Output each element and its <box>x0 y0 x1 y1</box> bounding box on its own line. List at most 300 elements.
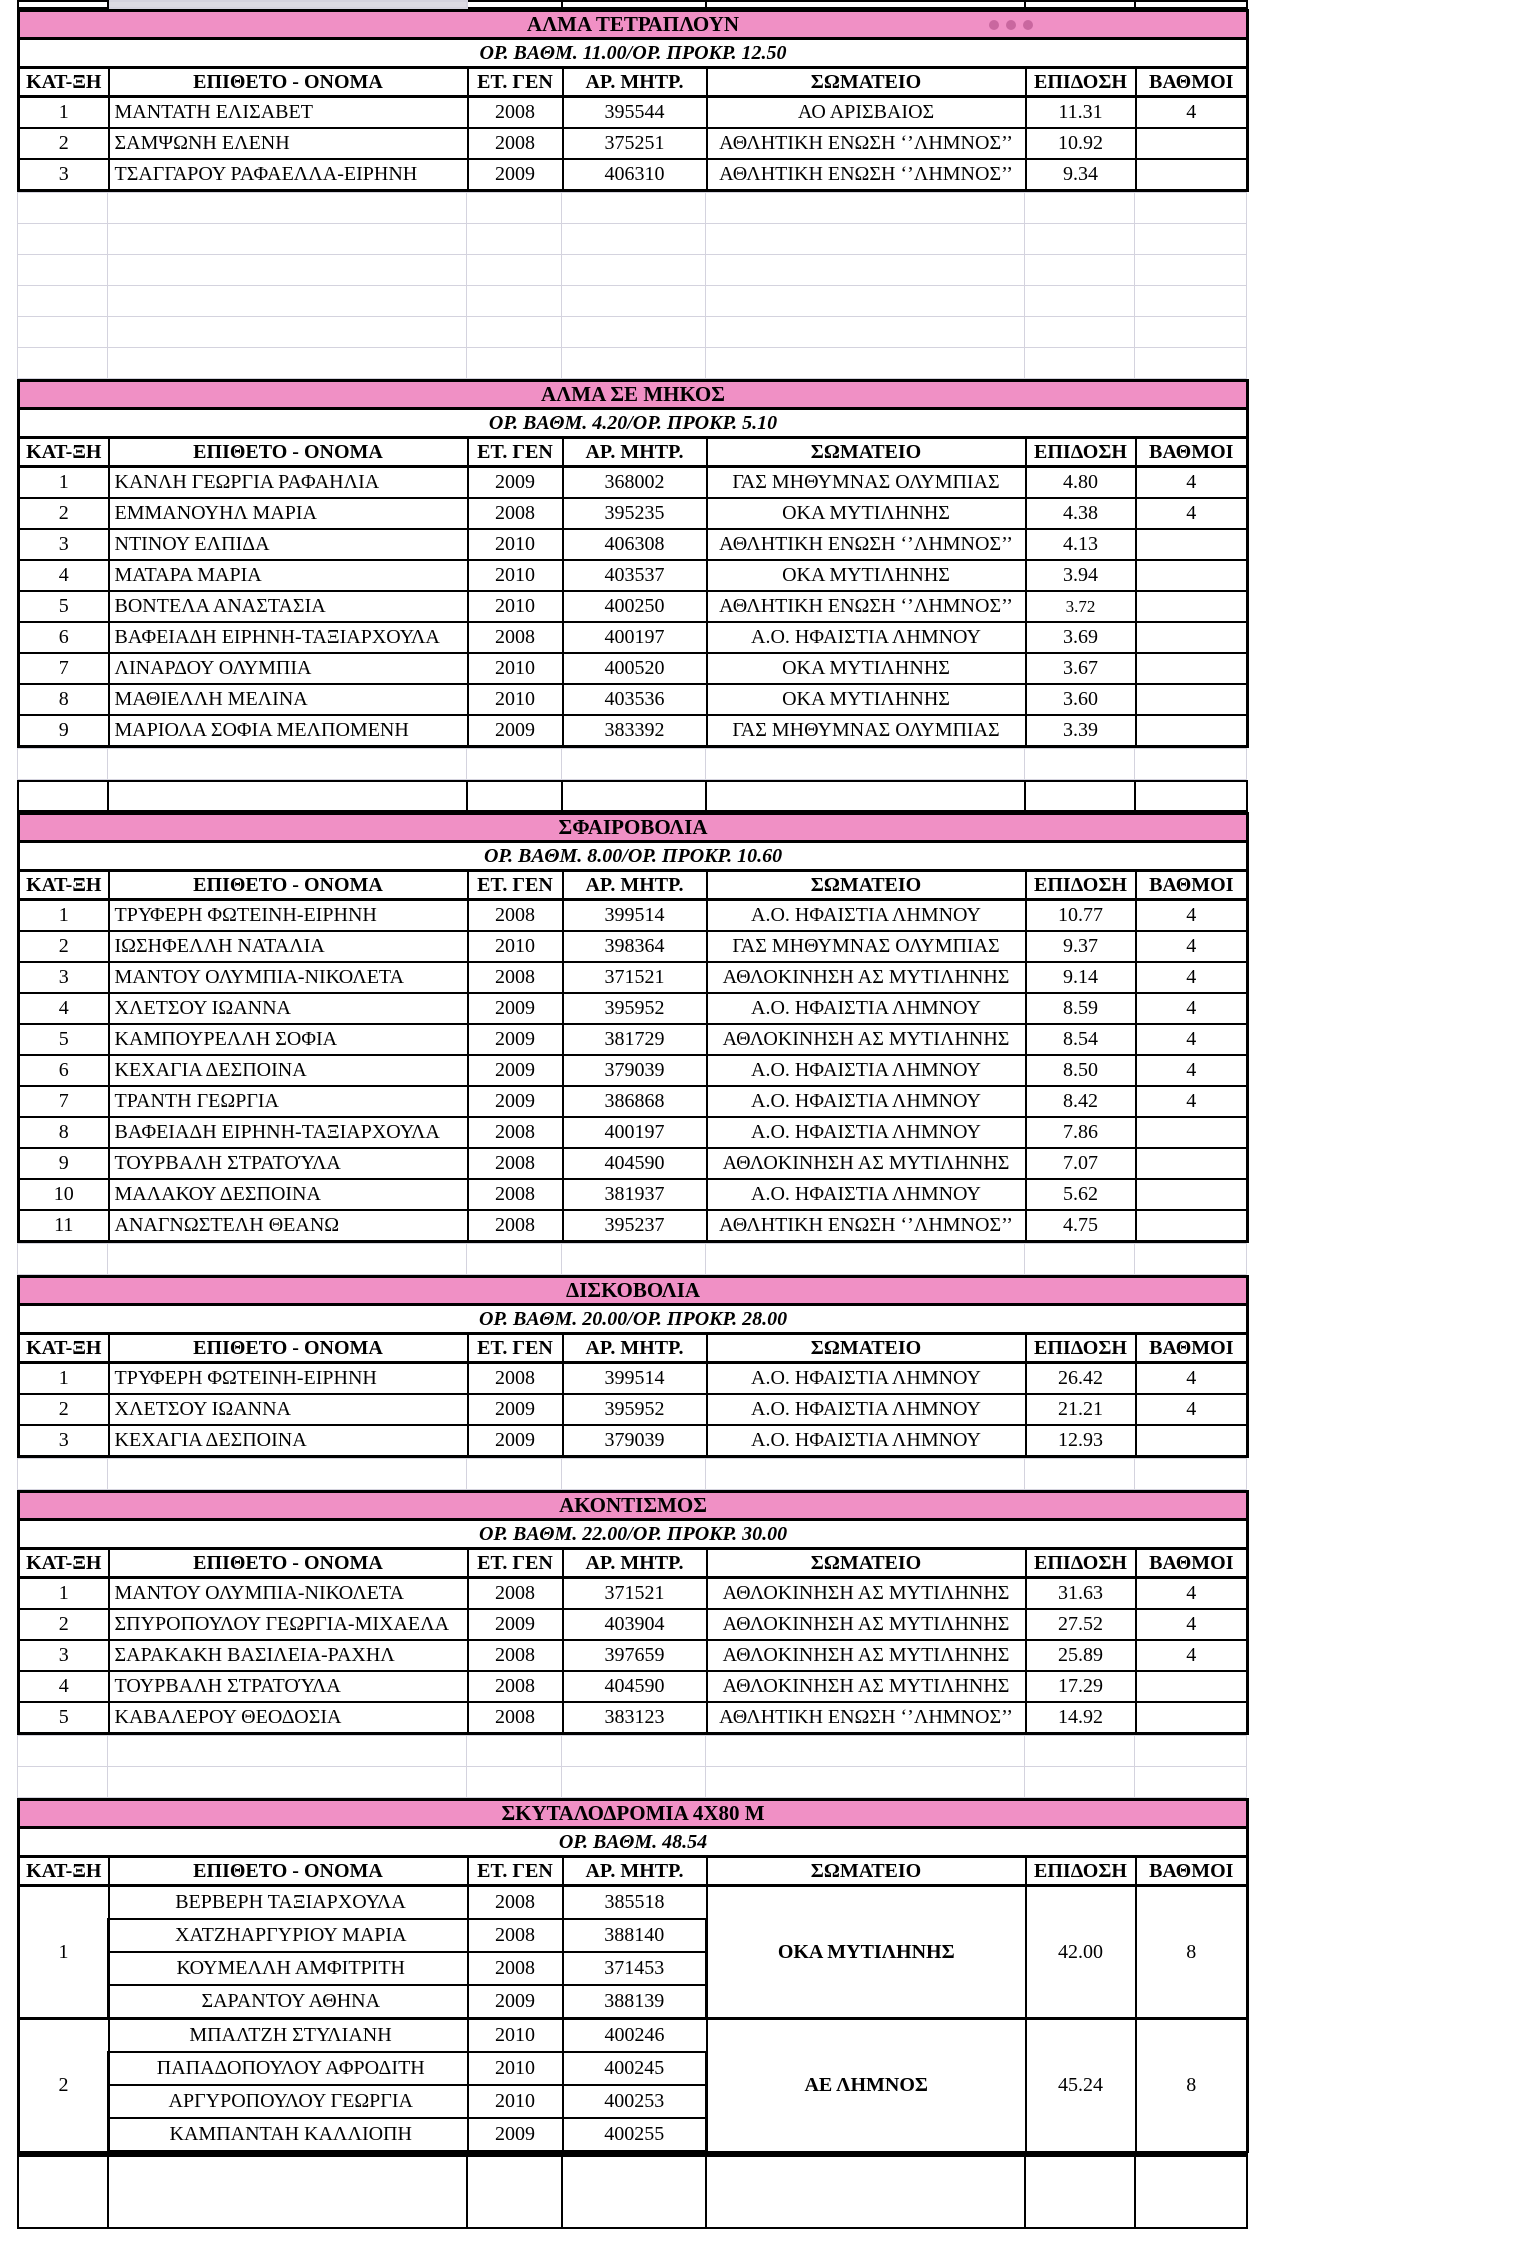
cell-points: 4 <box>1136 97 1248 129</box>
cell-registration: 379039 <box>563 1425 707 1457</box>
club-name: Α.Ο. ΗΦΑΙΣΤΙΑ ΛΗΜΝΟΥ <box>751 904 981 926</box>
event-title-row <box>19 1277 1248 1305</box>
table-row <box>19 1363 1248 1395</box>
empty-cell <box>562 1244 706 1275</box>
table-row <box>19 1702 1248 1734</box>
empty-cell <box>706 1459 1025 1490</box>
cell-points <box>1136 653 1248 684</box>
empty-cell <box>1135 317 1247 348</box>
club-name: Α.Ο. ΗΦΑΙΣΤΙΑ ΛΗΜΝΟΥ <box>751 1090 981 1112</box>
club-name: ΑΘΛΟΚΙΝΗΣΗ ΑΣ ΜΥΤΙΛΗΝΗΣ <box>722 1152 1010 1174</box>
cell-performance: 5.62 <box>1026 1179 1136 1210</box>
table-row <box>19 1086 1248 1117</box>
cell-performance: 14.92 <box>1026 1702 1136 1734</box>
cell-year: 2009 <box>468 159 563 191</box>
empty-cell <box>18 1736 108 1767</box>
club-name: ΑΘΛΟΚΙΝΗΣΗ ΑΣ ΜΥΤΙΛΗΝΗΣ <box>722 1644 1010 1666</box>
cell-club <box>707 653 1026 684</box>
cell-club <box>707 97 1026 129</box>
athlete-name: ΧΛΕΤΣΟΥ ΙΩΑΝΝΑ <box>114 997 291 1019</box>
cell-team-club: ΟΚΑ ΜΥΤΙΛΗΝΗΣ <box>707 1886 1026 2019</box>
empty-cell <box>1025 317 1135 348</box>
athlete-name: ΚΑΜΠΑΝΤΑΗ ΚΑΛΛΙΟΠΗ <box>169 2123 412 2145</box>
athlete-name: ΑΝΑΓΝΩΣΤΕΛΗ ΘΕΑΝΩ <box>114 1214 340 1236</box>
cell-name <box>109 1609 468 1640</box>
cell-year: 2010 <box>468 591 563 622</box>
cell-registration: 400250 <box>563 591 707 622</box>
empty-grid-row <box>18 193 1247 224</box>
cell-year: 2009 <box>468 1425 563 1457</box>
empty-cell <box>108 286 467 317</box>
cell-club <box>707 1671 1026 1702</box>
empty-cell <box>1135 1736 1247 1767</box>
dot-icon <box>1023 20 1033 30</box>
empty-cell <box>1135 1244 1247 1275</box>
cell-club <box>707 560 1026 591</box>
empty-cell <box>467 1736 562 1767</box>
empty-cell <box>108 1767 467 1798</box>
cell-registration: 398364 <box>563 931 707 962</box>
event-subtitle-row <box>19 409 1248 438</box>
empty-rows-light <box>17 1243 1247 1275</box>
cell-club <box>707 1055 1026 1086</box>
cell-rank: 2 <box>19 498 109 529</box>
athlete-name: ΒΑΦΕΙΑΔΗ ΕΙΡΗΝΗ-ΤΑΞΙΑΡΧΟΥΛΑ <box>114 626 440 648</box>
cell-rank: 7 <box>19 653 109 684</box>
cell-performance: 3.94 <box>1026 560 1136 591</box>
cell-club <box>707 1609 1026 1640</box>
column-header-3 <box>563 1549 707 1578</box>
athlete-name: ΜΑΛΑΚΟΥ ΔΕΣΠΟΙΝΑ <box>114 1183 321 1205</box>
club-name: Α.Ο. ΗΦΑΙΣΤΙΑ ΛΗΜΝΟΥ <box>751 1183 981 1205</box>
table-row <box>19 931 1248 962</box>
empty-cell <box>18 2155 108 2228</box>
table-row <box>19 622 1248 653</box>
cell-performance: 17.29 <box>1026 1671 1136 1702</box>
column-header-label: ΣΩΜΑΤΕΙΟ <box>810 1551 922 1574</box>
club-name: Α.Ο. ΗΦΑΙΣΤΙΑ ΛΗΜΝΟΥ <box>751 1121 981 1143</box>
dot-icon <box>989 20 999 30</box>
empty-cell <box>1135 781 1247 811</box>
cell-club <box>707 1148 1026 1179</box>
empty-grid-row <box>18 1244 1247 1275</box>
event-table-2 <box>17 812 1249 1243</box>
cell-rank: 11 <box>19 1210 109 1242</box>
empty-cell <box>706 224 1025 255</box>
column-header-label: ΚΑΤ-ΞΗ <box>26 1859 102 1882</box>
athlete-name: ΚΑΝΛΗ ΓΕΩΡΓΙΑ ΡΑΦΑΗΛΙΑ <box>114 471 380 493</box>
cell-registration: 371521 <box>563 962 707 993</box>
empty-cell <box>1025 1 1135 8</box>
club-name: ΑΘΛΟΚΙΝΗΣΗ ΑΣ ΜΥΤΙΛΗΝΗΣ <box>722 1675 1010 1697</box>
empty-cell <box>108 317 467 348</box>
column-header-6 <box>1136 68 1248 97</box>
empty-grid-row <box>18 348 1247 379</box>
cell-name <box>109 159 468 191</box>
event-title-cell <box>19 1277 1248 1305</box>
column-header-1 <box>109 871 468 900</box>
cell-registration: 395544 <box>563 97 707 129</box>
cell-year: 2008 <box>468 128 563 159</box>
cell-performance: 8.59 <box>1026 993 1136 1024</box>
column-header-label: ΕΠΙΘΕΤΟ - ΟΝΟΜΑ <box>193 1336 383 1359</box>
event-subtitle-cell: ΟΡ. ΒΑΘΜ. 8.00/ΟΡ. ΠΡΟΚΡ. 10.60 <box>19 842 1248 871</box>
table-row <box>19 653 1248 684</box>
athlete-name: ΤΡΥΦΕΡΗ ΦΩΤΕΙΝΗ-ΕΙΡΗΝΗ <box>114 1367 377 1389</box>
athlete-name: ΚΟΥΜΕΛΛΗ ΑΜΦΙΤΡΙΤΗ <box>176 1957 405 1979</box>
cell-rank: 1 <box>19 467 109 499</box>
cell-club <box>707 1210 1026 1242</box>
column-header-label: ΒΑΘΜΟΙ <box>1149 1551 1234 1574</box>
empty-cell <box>467 749 562 780</box>
column-header-label: ΒΑΘΜΟΙ <box>1149 440 1234 463</box>
cell-year: 2008 <box>468 1117 563 1148</box>
cell-points: 4 <box>1136 1578 1248 1610</box>
empty-cell <box>108 255 467 286</box>
cell-registration: 371521 <box>563 1578 707 1610</box>
column-header-5 <box>1026 1549 1136 1578</box>
cell-year: 2008 <box>468 498 563 529</box>
athlete-name: ΜΑΝΤΟΥ ΟΛΥΜΠΙΑ-ΝΙΚΟΛΕΤΑ <box>114 1582 404 1604</box>
cell-points <box>1136 1702 1248 1734</box>
empty-cell <box>706 781 1025 811</box>
column-header-label: ΕΠΙΘΕΤΟ - ΟΝΟΜΑ <box>193 1859 383 1882</box>
cell-team-rank: 1 <box>19 1886 109 2019</box>
event-title: ΑΛΜΑ ΤΕΤΡΑΠΛΟΥΝ <box>526 12 740 36</box>
event-title-cell <box>19 1800 1248 1828</box>
cell-rank: 9 <box>19 715 109 747</box>
empty-cell <box>706 1244 1025 1275</box>
empty-cell <box>562 1736 706 1767</box>
cell-name <box>109 1055 468 1086</box>
cell-registration: 371453 <box>563 1952 707 1985</box>
cell-name <box>109 128 468 159</box>
cell-points <box>1136 1148 1248 1179</box>
athlete-name: ΒΟΝΤΕΛΑ ΑΝΑΣΤΑΣΙΑ <box>114 595 326 617</box>
cell-points <box>1136 1425 1248 1457</box>
column-header-2 <box>468 1549 563 1578</box>
cell-points: 4 <box>1136 900 1248 932</box>
table-row <box>19 900 1248 932</box>
cell-rank: 2 <box>19 931 109 962</box>
empty-cell <box>18 1 108 8</box>
cell-performance: 9.37 <box>1026 931 1136 962</box>
cell-registration: 403536 <box>563 684 707 715</box>
cell-year: 2009 <box>468 467 563 499</box>
cell-performance: 4.75 <box>1026 1210 1136 1242</box>
cell-rank: 2 <box>19 1609 109 1640</box>
empty-cell <box>1025 781 1135 811</box>
cell-points <box>1136 529 1248 560</box>
column-header-6 <box>1136 438 1248 467</box>
table-row <box>19 591 1248 622</box>
dot-icon <box>1006 20 1016 30</box>
cell-name <box>109 97 468 129</box>
cell-points: 4 <box>1136 962 1248 993</box>
table-row <box>19 529 1248 560</box>
table-row <box>19 1671 1248 1702</box>
event-title-row <box>19 11 1248 39</box>
cell-performance: 21.21 <box>1026 1394 1136 1425</box>
empty-cell <box>108 1244 467 1275</box>
event-title: ΣΦΑΙΡΟΒΟΛΙΑ <box>558 815 708 839</box>
empty-cell <box>1025 193 1135 224</box>
empty-cell <box>18 1767 108 1798</box>
column-header-label: ΚΑΤ-ΞΗ <box>26 1336 102 1359</box>
cell-performance: 3.60 <box>1026 684 1136 715</box>
cell-rank: 1 <box>19 1578 109 1610</box>
empty-cell <box>562 749 706 780</box>
column-header-4 <box>707 1549 1026 1578</box>
cell-club <box>707 1179 1026 1210</box>
empty-cell <box>1025 1767 1135 1798</box>
column-header-5 <box>1026 438 1136 467</box>
empty-cell <box>1135 749 1247 780</box>
cell-registration: 395952 <box>563 993 707 1024</box>
cell-points <box>1136 159 1248 191</box>
cell-year: 2010 <box>468 2085 563 2118</box>
cell-name <box>109 1671 468 1702</box>
column-header-row <box>19 438 1248 467</box>
club-name: ΟΚΑ ΜΥΤΙΛΗΝΗΣ <box>782 502 950 524</box>
table-row <box>19 1117 1248 1148</box>
cell-club <box>707 1117 1026 1148</box>
cell-rank: 10 <box>19 1179 109 1210</box>
column-header-label: ΕΤ. ΓΕΝ <box>477 440 553 463</box>
column-header-label: ΕΤ. ΓΕΝ <box>477 1859 553 1882</box>
cell-year: 2009 <box>468 1985 563 2019</box>
column-header-5 <box>1026 1334 1136 1363</box>
table-row <box>19 962 1248 993</box>
column-header-4 <box>707 871 1026 900</box>
cell-name <box>109 931 468 962</box>
empty-cell <box>467 317 562 348</box>
column-header-label: ΕΠΙΘΕΤΟ - ΟΝΟΜΑ <box>193 873 383 896</box>
column-header-3 <box>563 438 707 467</box>
athlete-name: ΑΡΓΥΡΟΠΟΥΛΟΥ ΓΕΩΡΓΙΑ <box>168 2090 413 2112</box>
cell-performance: 4.80 <box>1026 467 1136 499</box>
club-name: ΟΚΑ ΜΥΤΙΛΗΝΗΣ <box>782 657 950 679</box>
empty-cell <box>1025 348 1135 379</box>
column-header-label: ΕΠΙΔΟΣΗ <box>1034 873 1127 896</box>
column-header-label: ΑΡ. ΜΗΤΡ. <box>585 1859 684 1882</box>
column-header-label: ΚΑΤ-ΞΗ <box>26 70 102 93</box>
cell-year: 2009 <box>468 2118 563 2152</box>
empty-cell <box>562 1767 706 1798</box>
cell-name <box>109 1985 468 2019</box>
cell-club <box>707 1702 1026 1734</box>
cell-points <box>1136 591 1248 622</box>
column-header-label: ΕΤ. ΓΕΝ <box>477 1336 553 1359</box>
cell-registration: 400255 <box>563 2118 707 2152</box>
athlete-name: ΚΑΒΑΛΕΡΟΥ ΘΕΟΔΟΣΙΑ <box>114 1706 342 1728</box>
cell-performance: 12.93 <box>1026 1425 1136 1457</box>
cell-name <box>109 684 468 715</box>
event-title-cell <box>19 381 1248 409</box>
cell-year: 2008 <box>468 97 563 129</box>
cell-performance: 7.86 <box>1026 1117 1136 1148</box>
cell-team-club: ΑΕ ΛΗΜΝΟΣ <box>707 2019 1026 2152</box>
athlete-name: ΚΑΜΠΟΥΡΕΛΛΗ ΣΟΦΙΑ <box>114 1028 338 1050</box>
athlete-name: ΒΑΦΕΙΑΔΗ ΕΙΡΗΝΗ-ΤΑΞΙΑΡΧΟΥΛΑ <box>114 1121 440 1143</box>
column-header-4 <box>707 68 1026 97</box>
cell-year: 2009 <box>468 1024 563 1055</box>
empty-cell <box>1135 1 1247 8</box>
table-row <box>19 993 1248 1024</box>
event-title-cell <box>19 11 1248 39</box>
empty-cell <box>18 1459 108 1490</box>
empty-cell <box>706 749 1025 780</box>
column-header-0 <box>19 438 109 467</box>
cell-name <box>109 2085 468 2118</box>
cell-year: 2008 <box>468 1148 563 1179</box>
cell-points <box>1136 1117 1248 1148</box>
empty-cell <box>1025 224 1135 255</box>
empty-grid-row <box>18 781 1247 811</box>
cell-registration: 400520 <box>563 653 707 684</box>
column-header-5 <box>1026 68 1136 97</box>
cell-year: 2010 <box>468 931 563 962</box>
cell-rank: 5 <box>19 1024 109 1055</box>
empty-cell <box>562 1 706 8</box>
empty-cell <box>467 348 562 379</box>
cell-performance: 8.42 <box>1026 1086 1136 1117</box>
cell-registration: 400253 <box>563 2085 707 2118</box>
column-header-label: ΚΑΤ-ΞΗ <box>26 440 102 463</box>
cell-performance: 3.39 <box>1026 715 1136 747</box>
athlete-name: ΣΑΡΑΝΤΟΥ ΑΘΗΝΑ <box>201 1990 381 2012</box>
event-table-1 <box>17 379 1249 748</box>
cell-name <box>109 467 468 499</box>
club-name: ΑΘΛΟΚΙΝΗΣΗ ΑΣ ΜΥΤΙΛΗΝΗΣ <box>722 1613 1010 1635</box>
cell-rank: 2 <box>19 1394 109 1425</box>
empty-cell <box>18 224 108 255</box>
club-name: ΑΘΛΗΤΙΚΗ ΕΝΩΣΗ ‘’ΛΗΜΝΟΣ’’ <box>719 163 1013 185</box>
athlete-name: ΣΠΥΡΟΠΟΥΛΟΥ ΓΕΩΡΓΙΑ-ΜΙΧΑΕΛΑ <box>114 1613 450 1635</box>
cell-points <box>1136 560 1248 591</box>
table-row <box>19 1609 1248 1640</box>
club-name: ΑΘΛΟΚΙΝΗΣΗ ΑΣ ΜΥΤΙΛΗΝΗΣ <box>722 1582 1010 1604</box>
cell-name <box>109 1425 468 1457</box>
event-subtitle-row <box>19 842 1248 871</box>
event-subtitle-cell: ΟΡ. ΒΑΘΜ. 4.20/ΟΡ. ΠΡΟΚΡ. 5.10 <box>19 409 1248 438</box>
empty-cell <box>467 224 562 255</box>
column-header-2 <box>468 871 563 900</box>
cell-registration: 403537 <box>563 560 707 591</box>
column-header-label: ΕΤ. ΓΕΝ <box>477 1551 553 1574</box>
table-row <box>19 159 1248 191</box>
cell-name <box>109 715 468 747</box>
athlete-name: ΜΑΡΙΟΛΑ ΣΟΦΙΑ ΜΕΛΠΟΜΕΝΗ <box>114 719 409 741</box>
cell-points <box>1136 1179 1248 1210</box>
cell-rank: 3 <box>19 159 109 191</box>
athlete-name: ΜΑΘΙΕΛΛΗ ΜΕΛΙΝΑ <box>114 688 308 710</box>
cell-club <box>707 498 1026 529</box>
cell-year: 2008 <box>468 1886 563 1920</box>
results-table-area <box>17 0 1246 2229</box>
event-table-3 <box>17 1275 1249 1458</box>
column-header-1 <box>109 1334 468 1363</box>
column-header-label: ΕΠΙΘΕΤΟ - ΟΝΟΜΑ <box>193 70 383 93</box>
empty-cell <box>1135 255 1247 286</box>
cell-performance: 3.72 <box>1026 591 1136 622</box>
column-header-label: ΚΑΤ-ΞΗ <box>26 873 102 896</box>
empty-cell <box>1025 286 1135 317</box>
column-header-label: ΚΑΤ-ΞΗ <box>26 1551 102 1574</box>
empty-row-dark <box>17 780 1248 812</box>
empty-cell <box>467 1244 562 1275</box>
table-row <box>19 560 1248 591</box>
cell-registration: 400197 <box>563 622 707 653</box>
cell-performance: 10.92 <box>1026 128 1136 159</box>
event-title-cell <box>19 814 1248 842</box>
column-header-label: ΕΠΙΔΟΣΗ <box>1034 70 1127 93</box>
table-row <box>19 97 1248 129</box>
athlete-name: ΤΡΥΦΕΡΗ ΦΩΤΕΙΝΗ-ΕΙΡΗΝΗ <box>114 904 377 926</box>
athlete-name: ΠΑΠΑΔΟΠΟΥΛΟΥ ΑΦΡΟΔΙΤΗ <box>156 2057 425 2079</box>
table-row <box>19 1578 1248 1610</box>
empty-cell <box>1135 1767 1247 1798</box>
column-header-label: ΕΠΙΘΕΤΟ - ΟΝΟΜΑ <box>193 440 383 463</box>
cell-name <box>109 1363 468 1395</box>
empty-rows-light <box>17 748 1247 780</box>
club-name: ΑΘΛΗΤΙΚΗ ΕΝΩΣΗ ‘’ΛΗΜΝΟΣ’’ <box>719 595 1013 617</box>
empty-cell <box>18 781 108 811</box>
cell-name <box>109 622 468 653</box>
cell-rank: 4 <box>19 1671 109 1702</box>
empty-cell <box>562 1459 706 1490</box>
cell-rank: 4 <box>19 560 109 591</box>
event-title: ΑΚΟΝΤΙΣΜΟΣ <box>559 1493 707 1517</box>
empty-cell <box>467 1767 562 1798</box>
empty-cell <box>1025 1736 1135 1767</box>
column-header-label: ΣΩΜΑΤΕΙΟ <box>810 70 922 93</box>
cell-club <box>707 1363 1026 1395</box>
cell-rank: 8 <box>19 684 109 715</box>
cell-performance: 31.63 <box>1026 1578 1136 1610</box>
empty-cell <box>706 1 1025 8</box>
column-header-2 <box>468 68 563 97</box>
cell-registration: 383392 <box>563 715 707 747</box>
empty-cell <box>1135 286 1247 317</box>
cell-registration: 388139 <box>563 1985 707 2019</box>
empty-cell <box>562 2155 706 2228</box>
cell-name <box>109 1640 468 1671</box>
cell-club <box>707 931 1026 962</box>
relay-athlete-row <box>19 2019 1248 2053</box>
cell-registration: 395235 <box>563 498 707 529</box>
empty-cell <box>108 1459 467 1490</box>
cell-name <box>109 2118 468 2152</box>
cell-year: 2008 <box>468 962 563 993</box>
cell-year: 2009 <box>468 1394 563 1425</box>
cell-club <box>707 622 1026 653</box>
cell-rank: 6 <box>19 1055 109 1086</box>
cell-points: 4 <box>1136 1640 1248 1671</box>
cell-club <box>707 684 1026 715</box>
cell-registration: 406310 <box>563 159 707 191</box>
selection-dots-icon <box>989 20 1033 30</box>
cell-club <box>707 159 1026 191</box>
cell-registration: 385518 <box>563 1886 707 1920</box>
cell-registration: 381729 <box>563 1024 707 1055</box>
cell-performance: 9.34 <box>1026 159 1136 191</box>
cell-rank: 6 <box>19 622 109 653</box>
empty-cell <box>18 255 108 286</box>
athlete-name: ΜΑΤΑΡΑ ΜΑΡΙΑ <box>114 564 262 586</box>
cell-rank: 5 <box>19 1702 109 1734</box>
cell-rank: 4 <box>19 993 109 1024</box>
